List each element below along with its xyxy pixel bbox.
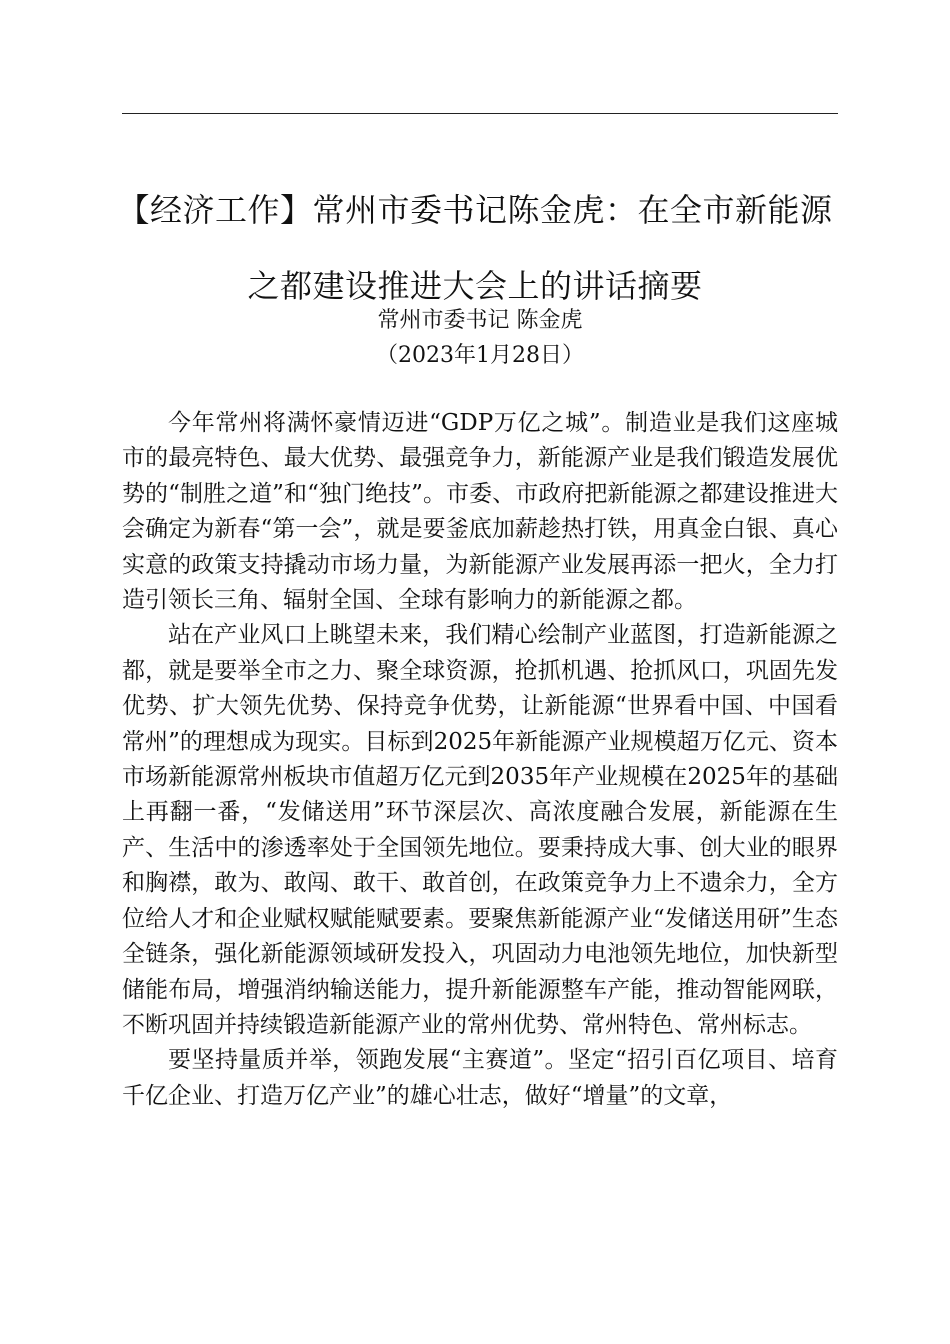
paragraph: 站在产业风口上眺望未来，我们精心绘制产业蓝图，打造新能源之都，就是要举全市之力、聚全球资源，抢抓机遇、抢抓风口，巩固先发优势、扩大领先优势、保持竞争优势，让新能源“世界看中国、中国看常州”的理想成为现实。目标到2025年新能源产业规模超万亿元、资本市场新能源常州板块市值超万亿元到2035年产业规模在2025年的基础上再翻一番，“发储送用”环节深层次、高浓度融合发展，新能源在生产、生活中的渗透率处于全国领先地位。要秉持成大事、创大业的眼界和胸襟，敢为、敢闯、敢干、敢首创，在政策竞争力上不遗余力，全方位给人才和企业赋权赋能赋要素。要聚焦新能源产业“发储送用研”生态全链条，强化新能源领域研发投入，巩固动力电池领先地位，加快新型储能布局，增强消纳输送能力，提升新能源整车产能，推动智能网联，不断巩固并持续锻造新能源产业的常州优势、常州特色、常州标志。: [122, 622, 838, 1038]
document-date: （2023年1月28日）: [376, 343, 584, 368]
paragraph: 要坚持量质并举，领跑发展“主赛道”。坚定“招引百亿项目、培育千亿企业、打造万亿产业”的雄心壮志，做好“增量”的文章，: [122, 1047, 838, 1109]
header-rule: [122, 113, 838, 114]
document-author: 常州市委书记 陈金虎: [377, 308, 583, 333]
document-body: [122, 406, 838, 1114]
paragraph: 今年常州将满怀豪情迈进“GDP万亿之城”。制造业是我们这座城市的最亮特色、最大优势、最强竞争力，新能源产业是我们锻造发展优势的“制胜之道”和“独门绝技”。市委、市政府把新能源之都建设推进大会确定为新春“第一会”，就是要釜底加薪趁热打铁，用真金白银、真心实意的政策支持撬动市场力量，为新能源产业发展再添一把火，全力打造引领长三角、辐射全国、全球有影响力的新能源之都。: [122, 410, 838, 614]
document-title: 【经济工作】常州市委书记陈金虎：在全市新能源之都建设推进大会上的讲话摘要: [117, 191, 833, 305]
